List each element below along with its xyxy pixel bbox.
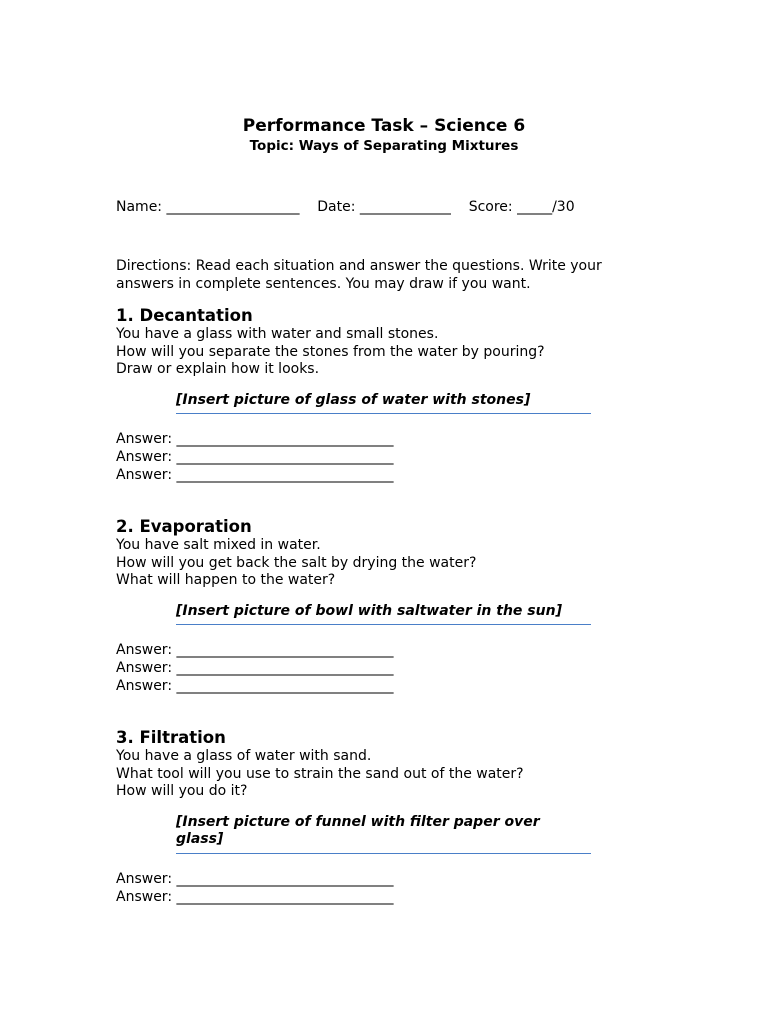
section-question-line: What will happen to the water? xyxy=(116,572,336,588)
answer-lines xyxy=(116,641,636,695)
answer-line[interactable]: Answer: _______________________________ xyxy=(116,660,394,676)
picture-placeholder: [Insert picture of bowl with saltwater in the sun] xyxy=(176,603,591,626)
page-title: Performance Task – Science 6 xyxy=(242,116,526,136)
answer-line[interactable]: Answer: _______________________________ xyxy=(116,449,394,465)
section-heading: 1. Decantation xyxy=(116,306,253,325)
section-heading: 3. Filtration xyxy=(116,728,226,747)
directions-text: Directions: Read each situation and answer the questions. Write your answers in complete sentences. You may draw if you want. xyxy=(116,258,602,292)
answer-line[interactable]: Answer: _______________________________ xyxy=(116,870,394,887)
section-decantation xyxy=(116,306,636,484)
section-evaporation xyxy=(116,517,636,695)
section-question-line: What tool will you use to strain the sand out of the water? xyxy=(116,765,524,782)
section-question-line: You have a glass of water with sand. xyxy=(116,748,372,764)
section-question-line: How will you do it? xyxy=(116,783,248,799)
picture-placeholder: [Insert picture of funnel with filter paper over glass] xyxy=(176,814,591,854)
section-filtration xyxy=(116,728,636,906)
student-info-line: Name: ___________________ Date: _____________ Score: _____/30 xyxy=(116,199,575,215)
section-question-line: How will you separate the stones from the water by pouring? xyxy=(116,343,545,360)
answer-line[interactable]: Answer: _______________________________ xyxy=(116,431,394,447)
picture-placeholder: [Insert picture of glass of water with stones] xyxy=(176,392,591,415)
section-question-line: Draw or explain how it looks. xyxy=(116,361,320,377)
answer-line[interactable]: Answer: _______________________________ xyxy=(116,642,394,658)
answer-line[interactable]: Answer: _______________________________ xyxy=(116,467,394,483)
answer-lines xyxy=(116,870,636,906)
section-question-line: You have salt mixed in water. xyxy=(116,537,321,553)
section-question-line: How will you get back the salt by drying the water? xyxy=(116,554,477,571)
section-heading: 2. Evaporation xyxy=(116,517,252,536)
section-question-line: You have a glass with water and small stones. xyxy=(116,326,439,342)
answer-line[interactable]: Answer: _______________________________ xyxy=(116,678,394,694)
answer-lines xyxy=(116,430,636,484)
page-subtitle: Topic: Ways of Separating Mixtures xyxy=(249,138,519,154)
answer-line[interactable]: Answer: _______________________________ xyxy=(116,888,394,905)
